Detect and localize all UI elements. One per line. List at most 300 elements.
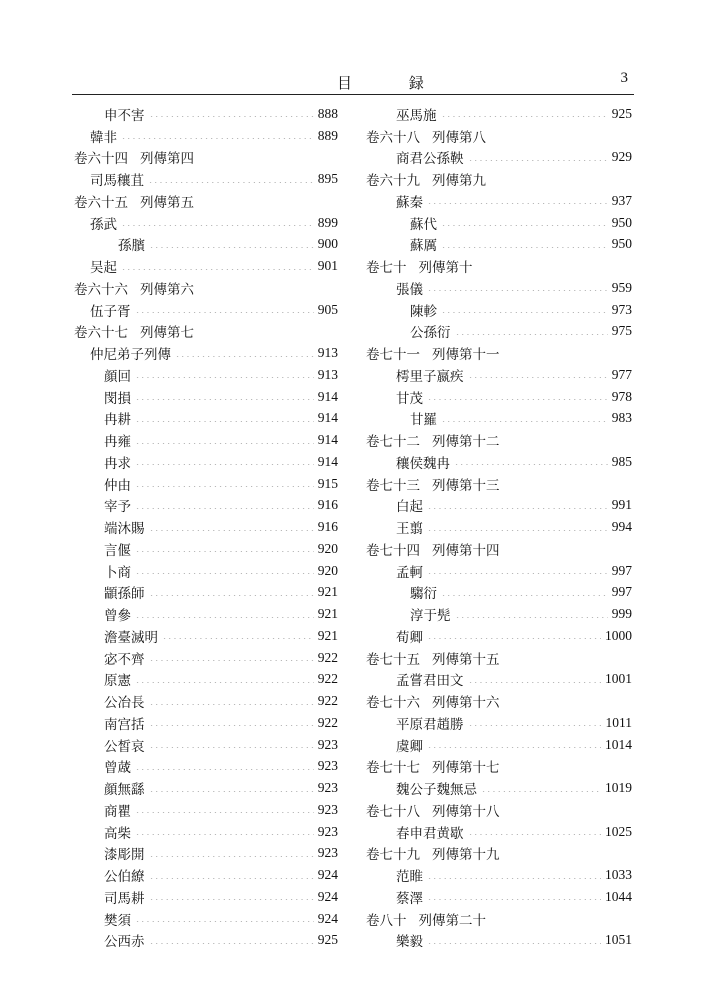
dot-leader: [149, 704, 314, 705]
chapter-title: 列傳第五: [140, 194, 194, 211]
dot-leader: [468, 160, 608, 161]
chapter-heading: [366, 473, 632, 495]
dot-leader: [135, 551, 314, 552]
toc-entry: [366, 299, 632, 321]
dot-leader: [441, 225, 608, 226]
chapter-heading: [366, 799, 632, 821]
chapter-heading: [366, 538, 632, 560]
entry-page-number: 994: [611, 519, 632, 535]
entry-name: 孫武: [90, 216, 117, 233]
dot-leader: [135, 682, 314, 683]
dot-leader: [175, 356, 314, 357]
running-header: [72, 70, 634, 92]
chapter-heading: [74, 147, 338, 169]
toc-entry: [74, 777, 338, 799]
dot-leader: [427, 878, 601, 879]
header-rule: [72, 94, 634, 95]
toc-entry: [366, 821, 632, 843]
entry-page-number: 913: [317, 345, 338, 361]
entry-page-number: 1051: [605, 932, 632, 948]
chapter-volume: 卷六十九: [366, 173, 420, 190]
dot-leader: [455, 334, 608, 335]
dot-leader: [148, 182, 314, 183]
toc-entry: [74, 669, 338, 691]
dot-leader: [441, 421, 608, 422]
entry-page-number: 924: [317, 867, 338, 883]
entry-page-number: 1033: [605, 867, 632, 883]
toc-entry: [74, 734, 338, 756]
entry-page-number: 899: [317, 214, 338, 230]
entry-name: 高柴: [104, 825, 131, 842]
toc-entry: [74, 429, 338, 451]
toc-entry: [74, 386, 338, 408]
toc-entry: [74, 821, 338, 843]
chapter-heading: [366, 908, 632, 930]
entry-page-number: 977: [611, 366, 632, 382]
entry-page-number: 889: [317, 127, 338, 143]
toc-entry: [366, 625, 632, 647]
entry-name: 騶衍: [410, 586, 437, 603]
toc-entry: [74, 255, 338, 277]
dot-leader: [468, 377, 608, 378]
chapter-heading: [366, 125, 632, 147]
chapter-heading: [366, 168, 632, 190]
entry-page-number: 914: [317, 410, 338, 426]
dot-leader: [149, 595, 314, 596]
entry-page-number: 905: [317, 301, 338, 317]
toc-entry: [366, 669, 632, 691]
toc-entry: [74, 886, 338, 908]
entry-name: 穰侯魏冉: [396, 455, 450, 472]
chapter-title: 列傳第二十: [418, 912, 486, 929]
toc-entry: [366, 451, 632, 473]
entry-name: 冉耕: [104, 412, 131, 429]
chapter-heading: [366, 342, 632, 364]
toc-entry: [74, 625, 338, 647]
entry-page-number: 921: [317, 584, 338, 600]
toc-entry: [366, 712, 632, 734]
toc-entry: [366, 734, 632, 756]
toc-entry: [74, 342, 338, 364]
chapter-volume: 卷六十八: [366, 129, 420, 146]
dot-leader: [427, 943, 601, 944]
entry-page-number: 888: [317, 105, 338, 121]
toc-entry: [74, 168, 338, 190]
entry-name: 顓孫師: [104, 586, 145, 603]
entry-name: 甘茂: [396, 390, 423, 407]
entry-page-number: 922: [317, 649, 338, 665]
dot-leader: [427, 747, 601, 748]
dot-leader: [149, 247, 314, 248]
entry-page-number: 1019: [605, 780, 632, 796]
entry-page-number: 1011: [605, 714, 632, 730]
entry-name: 端沐賜: [104, 521, 145, 538]
chapter-volume: 卷七十五: [366, 651, 420, 668]
entry-name: 吴起: [90, 260, 117, 277]
dot-leader: [149, 530, 314, 531]
entry-page-number: 924: [317, 910, 338, 926]
dot-leader: [135, 464, 314, 465]
entry-page-number: 1001: [605, 671, 632, 687]
entry-page-number: 997: [611, 562, 632, 578]
entry-name: 韓非: [90, 129, 117, 146]
entry-page-number: 1025: [605, 823, 632, 839]
toc-left-column: [74, 103, 338, 951]
entry-page-number: 922: [317, 714, 338, 730]
toc-entry: [366, 364, 632, 386]
chapter-volume: 卷七十四: [366, 542, 420, 559]
entry-name: 蘇秦: [396, 194, 423, 211]
chapter-title: 列傳第八: [432, 129, 486, 146]
entry-page-number: 985: [611, 453, 632, 469]
chapter-title: 列傳第十三: [432, 477, 500, 494]
dot-leader: [455, 617, 608, 618]
entry-name: 荀卿: [396, 629, 423, 646]
chapter-heading: [74, 277, 338, 299]
chapter-volume: 卷六十五: [74, 194, 128, 211]
entry-page-number: 916: [317, 497, 338, 513]
entry-page-number: 925: [611, 105, 632, 121]
entry-page-number: 923: [317, 780, 338, 796]
entry-name: 樂毅: [396, 934, 423, 951]
toc-entry: [74, 582, 338, 604]
dot-leader: [149, 660, 314, 661]
toc-entry: [366, 386, 632, 408]
chapter-heading: [366, 255, 632, 277]
toc-entry: [74, 930, 338, 952]
chapter-title: 列傳第十二: [432, 434, 500, 451]
toc-entry: [74, 103, 338, 125]
entry-page-number: 895: [317, 171, 338, 187]
header-title: 目 録: [337, 74, 450, 92]
entry-page-number: 901: [317, 258, 338, 274]
dot-leader: [149, 116, 314, 117]
entry-page-number: 921: [317, 627, 338, 643]
chapter-title: 列傳第十一: [432, 347, 500, 364]
entry-name: 商君公孫鞅: [396, 151, 464, 168]
chapter-title: 列傳第十八: [432, 803, 500, 820]
entry-name: 司馬穰苴: [90, 173, 144, 190]
chapter-heading: [366, 429, 632, 451]
chapter-heading: [366, 843, 632, 865]
entry-page-number: 959: [611, 279, 632, 295]
entry-name: 孟嘗君田文: [396, 673, 464, 690]
entry-name: 陳軫: [410, 303, 437, 320]
dot-leader: [149, 856, 314, 857]
toc-entry: [366, 864, 632, 886]
dot-leader: [135, 573, 314, 574]
toc-entry: [74, 473, 338, 495]
dot-leader: [135, 617, 314, 618]
toc-entry: [74, 864, 338, 886]
dot-leader: [162, 638, 314, 639]
dot-leader: [427, 530, 608, 531]
dot-leader: [481, 791, 601, 792]
chapter-title: 列傳第九: [432, 173, 486, 190]
entry-name: 冉雍: [104, 434, 131, 451]
entry-page-number: 950: [611, 214, 632, 230]
dot-leader: [121, 138, 314, 139]
entry-name: 公伯繚: [104, 869, 145, 886]
toc-entry: [74, 647, 338, 669]
entry-name: 王翦: [396, 521, 423, 538]
entry-name: 公皙哀: [104, 738, 145, 755]
dot-leader: [135, 921, 314, 922]
entry-page-number: 1044: [605, 888, 632, 904]
toc-entry: [74, 603, 338, 625]
entry-name: 孟軻: [396, 564, 423, 581]
entry-page-number: 978: [611, 388, 632, 404]
entry-name: 申不害: [104, 107, 145, 124]
chapter-volume: 卷七十八: [366, 803, 420, 820]
entry-page-number: 973: [611, 301, 632, 317]
toc-entry: [366, 408, 632, 430]
entry-page-number: 923: [317, 845, 338, 861]
entry-page-number: 983: [611, 410, 632, 426]
toc-entry: [74, 712, 338, 734]
toc-entry: [366, 103, 632, 125]
entry-name: 虞卿: [396, 738, 423, 755]
entry-name: 閔損: [104, 390, 131, 407]
chapter-title: 列傳第十七: [432, 760, 500, 777]
chapter-title: 列傳第十六: [432, 695, 500, 712]
entry-page-number: 922: [317, 693, 338, 709]
toc-entry: [74, 299, 338, 321]
dot-leader: [135, 486, 314, 487]
toc-entry: [366, 560, 632, 582]
toc-entry: [74, 408, 338, 430]
dot-leader: [135, 377, 314, 378]
toc-entry: [74, 125, 338, 147]
entry-page-number: 975: [611, 323, 632, 339]
entry-page-number: 991: [611, 497, 632, 513]
toc-entry: [74, 212, 338, 234]
entry-page-number: 921: [317, 606, 338, 622]
toc-entry: [74, 495, 338, 517]
entry-page-number: 914: [317, 388, 338, 404]
entry-page-number: 925: [317, 932, 338, 948]
entry-name: 甘羅: [410, 412, 437, 429]
entry-name: 蘇厲: [410, 238, 437, 255]
entry-name: 卜商: [104, 564, 131, 581]
toc-entry: [366, 277, 632, 299]
entry-name: 春申君黄歇: [396, 825, 464, 842]
entry-name: 公孫衍: [410, 325, 451, 342]
chapter-title: 列傳第四: [140, 151, 194, 168]
entry-page-number: 929: [611, 149, 632, 165]
entry-page-number: 1014: [605, 736, 632, 752]
toc-entry: [366, 930, 632, 952]
entry-page-number: 923: [317, 736, 338, 752]
entry-name: 蔡澤: [396, 890, 423, 907]
entry-name: 仲由: [104, 477, 131, 494]
entry-name: 宰予: [104, 499, 131, 516]
chapter-heading: [366, 690, 632, 712]
toc-entry: [74, 799, 338, 821]
entry-name: 顔無繇: [104, 782, 145, 799]
entry-name: 商瞿: [104, 803, 131, 820]
entry-name: 公冶長: [104, 695, 145, 712]
dot-leader: [135, 834, 314, 835]
toc-entry: [366, 582, 632, 604]
entry-name: 蘇代: [410, 216, 437, 233]
chapter-title: 列傳第六: [140, 281, 194, 298]
entry-page-number: 922: [317, 671, 338, 687]
entry-page-number: 920: [317, 562, 338, 578]
toc-entry: [366, 234, 632, 256]
chapter-volume: 卷六十六: [74, 281, 128, 298]
page-number: 3: [620, 70, 628, 86]
chapter-volume: 卷六十七: [74, 325, 128, 342]
dot-leader: [121, 269, 314, 270]
entry-page-number: 913: [317, 366, 338, 382]
dot-leader: [427, 508, 608, 509]
entry-name: 原憲: [104, 673, 131, 690]
entry-page-number: 923: [317, 758, 338, 774]
dot-leader: [427, 899, 601, 900]
chapter-volume: 卷七十: [366, 260, 407, 277]
entry-name: 司馬耕: [104, 890, 145, 907]
entry-name: 澹臺滅明: [104, 629, 158, 646]
dot-leader: [441, 595, 608, 596]
dot-leader: [441, 116, 608, 117]
dot-leader: [441, 247, 608, 248]
entry-name: 顔回: [104, 368, 131, 385]
entry-page-number: 999: [611, 606, 632, 622]
chapter-title: 列傳第七: [140, 325, 194, 342]
dot-leader: [468, 834, 602, 835]
dot-leader: [149, 747, 314, 748]
entry-name: 魏公子魏無忌: [396, 782, 477, 799]
entry-name: 張儀: [396, 281, 423, 298]
toc-entry: [366, 321, 632, 343]
dot-leader: [149, 725, 314, 726]
dot-leader: [121, 225, 314, 226]
dot-leader: [135, 769, 314, 770]
entry-name: 范睢: [396, 869, 423, 886]
dot-leader: [427, 290, 608, 291]
dot-leader: [135, 812, 314, 813]
dot-leader: [135, 443, 314, 444]
dot-leader: [441, 312, 608, 313]
chapter-title: 列傳第十九: [432, 847, 500, 864]
toc-entry: [366, 603, 632, 625]
toc-entry: [74, 364, 338, 386]
dot-leader: [135, 399, 314, 400]
entry-name: 平原君趙勝: [396, 716, 464, 733]
entry-name: 曾參: [104, 608, 131, 625]
chapter-heading: [366, 647, 632, 669]
dot-leader: [468, 725, 602, 726]
chapter-volume: 卷七十三: [366, 477, 420, 494]
entry-name: 淳于髡: [410, 608, 451, 625]
entry-page-number: 1000: [605, 627, 632, 643]
chapter-title: 列傳第十五: [432, 651, 500, 668]
chapter-title: 列傳第十四: [432, 542, 500, 559]
entry-page-number: 920: [317, 540, 338, 556]
chapter-volume: 卷七十九: [366, 847, 420, 864]
dot-leader: [427, 399, 608, 400]
toc-entry: [366, 886, 632, 908]
entry-name: 漆彫開: [104, 847, 145, 864]
toc-entry: [74, 560, 338, 582]
toc-entry: [74, 690, 338, 712]
chapter-heading: [74, 321, 338, 343]
entry-name: 宓不齊: [104, 651, 145, 668]
toc-entry: [366, 516, 632, 538]
toc-entry: [366, 190, 632, 212]
chapter-volume: 卷七十二: [366, 434, 420, 451]
chapter-heading: [366, 756, 632, 778]
chapter-heading: [74, 190, 338, 212]
toc-entry: [74, 516, 338, 538]
entry-name: 公西赤: [104, 934, 145, 951]
entry-name: 伍子胥: [90, 303, 131, 320]
chapter-volume: 卷六十四: [74, 151, 128, 168]
dot-leader: [427, 638, 601, 639]
entry-name: 曾蒧: [104, 760, 131, 777]
entry-page-number: 916: [317, 519, 338, 535]
dot-leader: [149, 791, 314, 792]
dot-leader: [135, 421, 314, 422]
chapter-volume: 卷七十七: [366, 760, 420, 777]
toc-entry: [366, 147, 632, 169]
entry-page-number: 915: [317, 475, 338, 491]
entry-page-number: 923: [317, 801, 338, 817]
entry-name: 巫馬施: [396, 107, 437, 124]
dot-leader: [135, 508, 314, 509]
toc-entry: [366, 777, 632, 799]
dot-leader: [149, 943, 314, 944]
entry-name: 言偃: [104, 542, 131, 559]
toc-entry: [74, 756, 338, 778]
toc-entry: [74, 843, 338, 865]
dot-leader: [468, 682, 602, 683]
dot-leader: [427, 573, 608, 574]
entry-name: 孫臏: [118, 238, 145, 255]
dot-leader: [135, 312, 314, 313]
entry-name: 白起: [396, 499, 423, 516]
dot-leader: [427, 203, 608, 204]
entry-page-number: 950: [611, 236, 632, 252]
toc-entry: [74, 908, 338, 930]
entry-page-number: 914: [317, 432, 338, 448]
toc-right-column: [366, 103, 632, 951]
dot-leader: [149, 878, 314, 879]
entry-page-number: 937: [611, 192, 632, 208]
entry-page-number: 914: [317, 453, 338, 469]
dot-leader: [149, 899, 314, 900]
entry-name: 冉求: [104, 455, 131, 472]
entry-page-number: 923: [317, 823, 338, 839]
entry-name: 樊須: [104, 912, 131, 929]
entry-name: 南宫括: [104, 716, 145, 733]
toc-entry: [74, 234, 338, 256]
dot-leader: [454, 464, 608, 465]
entry-name: 樗里子嬴疾: [396, 368, 464, 385]
toc-entry: [74, 538, 338, 560]
chapter-volume: 卷八十: [366, 912, 407, 929]
entry-page-number: 924: [317, 888, 338, 904]
chapter-volume: 卷七十六: [366, 695, 420, 712]
entry-page-number: 997: [611, 584, 632, 600]
toc-entry: [366, 495, 632, 517]
entry-page-number: 900: [317, 236, 338, 252]
toc-entry: [74, 451, 338, 473]
chapter-volume: 卷七十一: [366, 347, 420, 364]
chapter-title: 列傳第十: [418, 260, 473, 277]
toc-entry: [366, 212, 632, 234]
